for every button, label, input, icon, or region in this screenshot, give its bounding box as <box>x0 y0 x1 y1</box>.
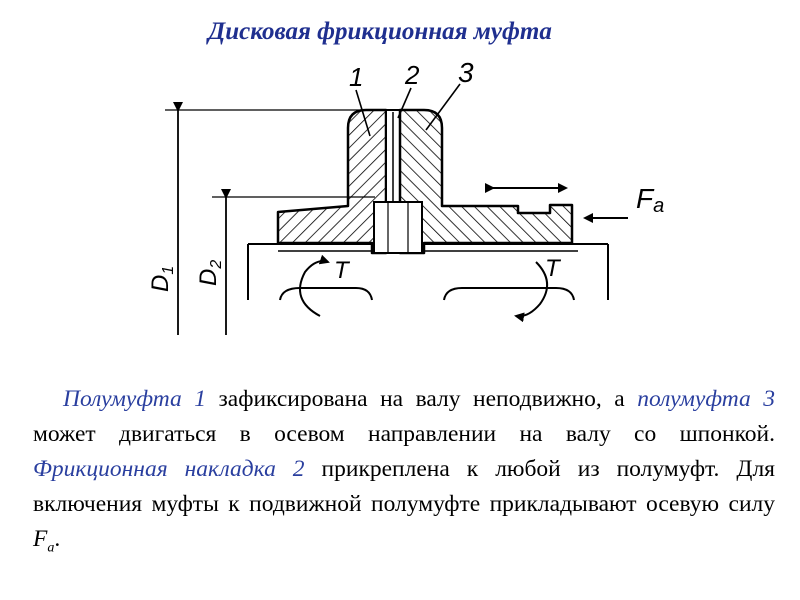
text-end: . <box>54 526 61 552</box>
highlight-half-coupling-3: полумуфта 3 <box>637 386 776 412</box>
shaft-bore-right <box>444 288 574 300</box>
torque-arrow-right <box>516 262 547 316</box>
part-1-label: 1 <box>349 62 364 92</box>
half-coupling-3 <box>400 110 572 253</box>
force-symbol: $F_a$ <box>33 526 55 556</box>
half-coupling-1 <box>278 110 386 253</box>
torque-right-label: T <box>545 255 560 282</box>
text-segment: прикреплена к любой из полумуфт. Для включения муфты к подвижной полумуфте прикладывают осевую силу <box>33 456 775 517</box>
highlight-friction-lining: Фрикционная накладка 2 <box>33 456 305 482</box>
torque-left-label: T <box>334 257 349 284</box>
description-paragraph <box>33 382 775 566</box>
text-segment: может двигаться в осевом направлении на валу со шпонкой. <box>33 421 775 447</box>
page-title: Дисковая фрикционная муфта <box>208 18 552 45</box>
force-label: Fa <box>636 183 665 217</box>
dimension-d1-label: $D_1$ <box>147 265 177 292</box>
part-2-label: 2 <box>405 60 420 90</box>
dimension-d2-label: $D_2$ <box>195 259 225 286</box>
shaft-bore-left <box>280 288 372 300</box>
part-3-label: 3 <box>458 57 474 88</box>
key <box>374 202 422 253</box>
highlight-half-coupling-1: Полумуфта 1 <box>63 386 206 412</box>
text-segment: зафиксирована на валу неподвижно, а <box>206 386 638 412</box>
